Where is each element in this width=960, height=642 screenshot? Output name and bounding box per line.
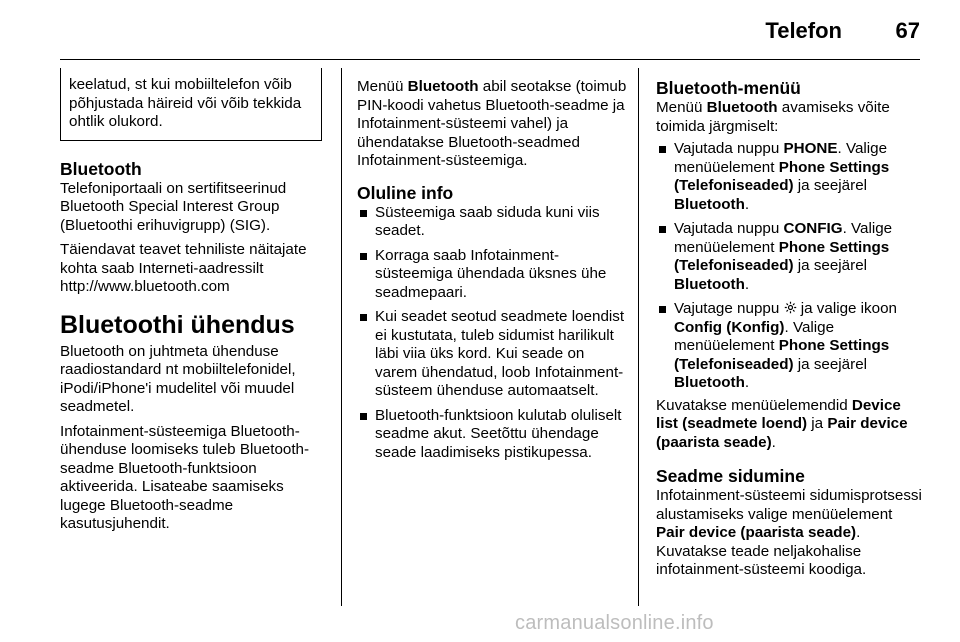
- column-divider: [638, 68, 639, 606]
- list-item: Vajutada nuppu PHONE. Valige menüüelement Phone Settings (Telefoniseaded) ja seejärel Bluetooth.: [656, 140, 924, 214]
- paragraph: Infotainment-süsteemiga Bluetooth-ühenduse loomiseks tuleb Bluetooth-seadme Bluetooth-funktsioon aktiveerida. Lisateabe saamiseks lugege Bluetooth-seadme kasutusjuhendit.: [60, 422, 310, 532]
- watermark: carmanualsonline.info: [515, 612, 714, 634]
- list-item: Vajutage nuppu ja valige ikoon Config (Konfig). Valige menüüelement Phone Settings (Telefoniseaded) ja seejärel Bluetooth.: [656, 300, 924, 393]
- paragraph: Kuvatakse menüüelemendid Device list (seadmete loend) ja Pair device (paarista seade).: [656, 396, 908, 451]
- page-number: 67: [895, 18, 920, 43]
- menu-access-list: [656, 140, 924, 393]
- heading-bluetooth: Bluetooth: [60, 158, 142, 179]
- page-title: Telefon: [765, 18, 842, 43]
- list-item: Süsteemiga saab siduda kuni viis seadet.: [357, 204, 629, 241]
- heading-important-info: Oluline info: [357, 182, 454, 203]
- paragraph: Menüü Bluetooth abil seotakse (toimub PIN-koodi vahetus Bluetooth-seadme ja Infotainment-süsteemi vahel) ja ühendatakse Bluetooth-seadmed Infotainment-süsteemiga.: [357, 78, 627, 169]
- page-header: [0, 18, 960, 48]
- paragraph: Täiendavat teavet tehniliste näitajate kohta saab Interneti-aadressilt http://www.bluetooth.com: [60, 241, 307, 295]
- paragraph: Bluetooth on juhtmeta ühenduse raadiostandard nt mobiiltelefonidel, iPodi/iPhone'i mudelitel või muudel seadmetel.: [60, 342, 296, 415]
- column-divider: [341, 68, 342, 606]
- column-right: [656, 78, 924, 580]
- paragraph: Menüü Bluetooth avamiseks võite toimida järgmiselt:: [656, 99, 890, 135]
- info-list: [357, 204, 629, 463]
- list-item: Vajutada nuppu CONFIG. Valige menüüelement Phone Settings (Telefoniseaded) ja seejärel Bluetooth.: [656, 220, 924, 294]
- heading-bluetooth-menu: Bluetooth-menüü: [656, 78, 801, 98]
- heading-device-pairing: Seadme sidumine: [656, 466, 805, 486]
- column-left: [60, 68, 325, 534]
- gear-icon: [784, 301, 797, 314]
- paragraph: Telefoniportaali on sertifitseerinud Bluetooth Special Interest Group (Bluetoothi erihuvigrupp) (SIG).: [60, 179, 287, 234]
- note-box: [60, 68, 322, 141]
- paragraph: Infotainment-süsteemi sidumisprotsessi alustamiseks valige menüüelement Pair device (paarista seade). Kuvatakse teade neljakohalise infotainment-süsteemi koodiga.: [656, 487, 922, 578]
- column-middle: [357, 78, 629, 462]
- list-item: Bluetooth-funktsioon kulutab oluliselt seadme akut. Seetõttu ühendage seade laadimiseks pistikupessa.: [357, 407, 629, 463]
- heading-bluetooth-connection: Bluetoothi ühendus: [60, 310, 295, 339]
- header-divider: [60, 59, 920, 60]
- list-item: Korraga saab Infotainment-süsteemiga ühendada üksnes ühe seadmepaari.: [357, 247, 629, 303]
- list-item: Kui seadet seotud seadmete loendist ei kustutata, tuleb sidumist harilikult läbi viia üks kord. Kui seade on varem ühendatud, loob Infotainment-süsteem ühenduse automaatselt.: [357, 308, 629, 401]
- note-text: keelatud, st kui mobiiltelefon võib põhjustada häireid või võib tekkida ohtlik olukord.: [69, 76, 302, 130]
